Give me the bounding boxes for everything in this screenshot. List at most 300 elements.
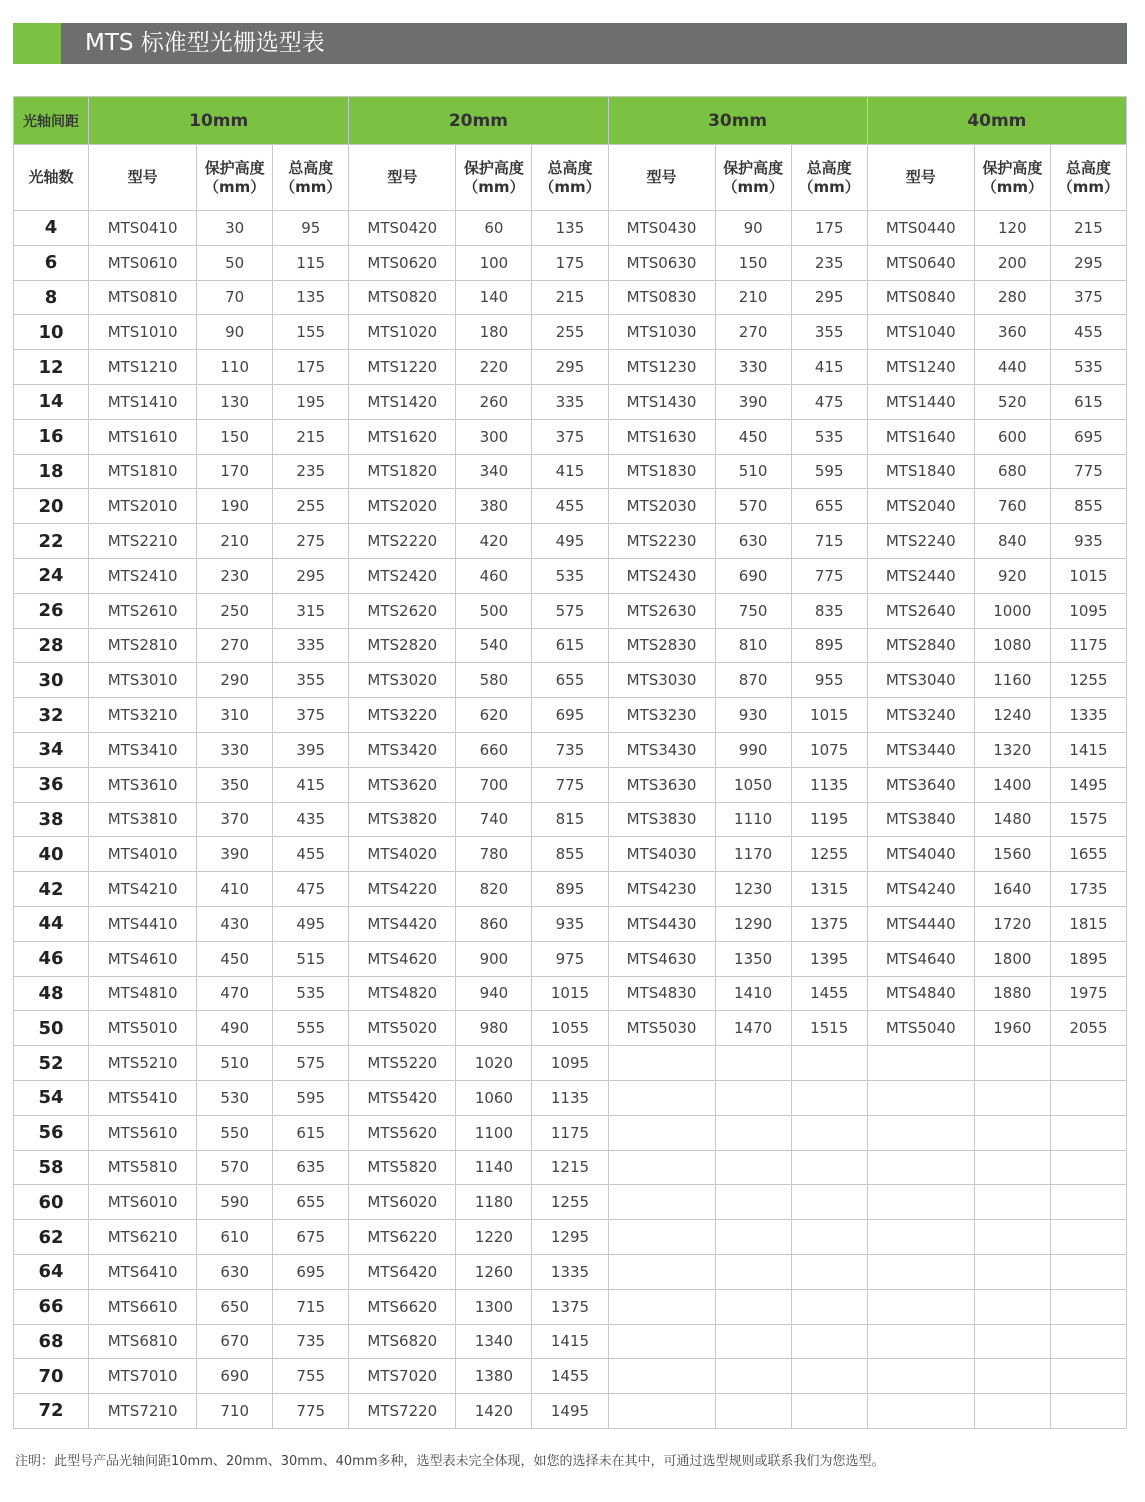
protect-height-cell: 370: [197, 802, 273, 837]
total-height-cell: 495: [532, 524, 608, 559]
protect-height-cell: 990: [715, 732, 791, 767]
total-height-cell: 595: [791, 454, 867, 489]
table-row: [14, 489, 1127, 524]
total-height-cell: 815: [532, 802, 608, 837]
axis-count-cell: 30: [14, 663, 89, 698]
model-cell: MTS4840: [867, 976, 974, 1011]
total-height-cell: 235: [273, 454, 349, 489]
model-cell: MTS3230: [608, 698, 715, 733]
table-row: [14, 663, 1127, 698]
total-height-cell: 1455: [791, 976, 867, 1011]
total-height-cell: 135: [273, 280, 349, 315]
protect-height-cell: 1640: [974, 872, 1050, 907]
axis-count-cell: 32: [14, 698, 89, 733]
total-height-header: 总高度 （mm）: [1050, 145, 1126, 211]
total-height-cell: 495: [273, 906, 349, 941]
protect-height-cell: 440: [974, 350, 1050, 385]
protect-height-cell: 1720: [974, 906, 1050, 941]
model-cell: MTS4640: [867, 941, 974, 976]
protect-height-cell: 1110: [715, 802, 791, 837]
model-cell: MTS0610: [89, 245, 197, 280]
model-cell: MTS2440: [867, 558, 974, 593]
model-cell: MTS6210: [89, 1220, 197, 1255]
total-height-cell: 1455: [532, 1359, 608, 1394]
axis-count-cell: 22: [14, 524, 89, 559]
protect-height-cell: 290: [197, 663, 273, 698]
protect-height-cell: 1020: [456, 1046, 532, 1081]
table-row: [14, 1046, 1127, 1081]
model-cell: [608, 1254, 715, 1289]
table-row: [14, 767, 1127, 802]
model-cell: MTS0430: [608, 211, 715, 246]
model-cell: MTS2240: [867, 524, 974, 559]
total-height-cell: [1050, 1359, 1126, 1394]
model-cell: MTS6820: [349, 1324, 456, 1359]
axis-count-cell: 58: [14, 1150, 89, 1185]
protect-height-cell: 520: [974, 384, 1050, 419]
model-cell: MTS4010: [89, 837, 197, 872]
table-row: [14, 524, 1127, 559]
model-cell: MTS6020: [349, 1185, 456, 1220]
protect-height-cell: 500: [456, 593, 532, 628]
model-cell: MTS1640: [867, 419, 974, 454]
model-cell: MTS3220: [349, 698, 456, 733]
axis-count-cell: 72: [14, 1394, 89, 1429]
model-cell: MTS3020: [349, 663, 456, 698]
axis-count-cell: 60: [14, 1185, 89, 1220]
total-height-cell: 655: [273, 1185, 349, 1220]
total-height-cell: 155: [273, 315, 349, 350]
model-cell: MTS1220: [349, 350, 456, 385]
table-row: [14, 1359, 1127, 1394]
table-row: [14, 1394, 1127, 1429]
total-height-cell: 1255: [1050, 663, 1126, 698]
model-cell: MTS3030: [608, 663, 715, 698]
total-height-cell: 455: [273, 837, 349, 872]
protect-height-cell: [715, 1185, 791, 1220]
model-cell: MTS2620: [349, 593, 456, 628]
protect-height-cell: 630: [197, 1254, 273, 1289]
model-cell: MTS0810: [89, 280, 197, 315]
table-row: [14, 280, 1127, 315]
total-height-cell: 295: [273, 558, 349, 593]
model-cell: MTS5820: [349, 1150, 456, 1185]
model-cell: MTS1610: [89, 419, 197, 454]
protect-height-cell: 930: [715, 698, 791, 733]
total-height-cell: 535: [532, 558, 608, 593]
total-height-header: 总高度 （mm）: [273, 145, 349, 211]
protect-height-cell: 980: [456, 1011, 532, 1046]
banner-accent: [13, 23, 61, 64]
total-height-cell: 1895: [1050, 941, 1126, 976]
total-height-cell: 775: [791, 558, 867, 593]
protect-height-cell: 1560: [974, 837, 1050, 872]
total-height-cell: 375: [1050, 280, 1126, 315]
total-height-cell: [1050, 1324, 1126, 1359]
total-height-cell: 1175: [1050, 628, 1126, 663]
model-cell: MTS2010: [89, 489, 197, 524]
protect-height-cell: 650: [197, 1289, 273, 1324]
total-height-cell: 1095: [532, 1046, 608, 1081]
protect-height-cell: [715, 1394, 791, 1429]
protect-height-cell: [974, 1080, 1050, 1115]
protect-height-cell: [974, 1394, 1050, 1429]
protect-height-cell: 30: [197, 211, 273, 246]
count-label: 光轴数: [14, 145, 89, 211]
model-cell: [608, 1185, 715, 1220]
protect-height-cell: 1160: [974, 663, 1050, 698]
axis-count-cell: 56: [14, 1115, 89, 1150]
table-row: [14, 628, 1127, 663]
protect-height-cell: 620: [456, 698, 532, 733]
model-cell: MTS1210: [89, 350, 197, 385]
model-cell: MTS2040: [867, 489, 974, 524]
table-row: [14, 1011, 1127, 1046]
total-height-cell: [1050, 1289, 1126, 1324]
total-height-cell: 215: [1050, 211, 1126, 246]
protect-height-cell: 450: [197, 941, 273, 976]
table-row: [14, 1080, 1127, 1115]
protect-height-cell: 1420: [456, 1394, 532, 1429]
model-cell: MTS0440: [867, 211, 974, 246]
model-cell: MTS0630: [608, 245, 715, 280]
protect-height-cell: 390: [715, 384, 791, 419]
total-height-cell: 935: [1050, 524, 1126, 559]
table-row: [14, 211, 1127, 246]
protect-height-cell: 250: [197, 593, 273, 628]
footnote: 注明：此型号产品光轴间距10mm、20mm、30mm、40mm多种，选型表未完全体现，如您的选择未在其中，可通过选型规则或联系我们为您选型。: [15, 1454, 885, 1469]
table-row: [14, 1220, 1127, 1255]
total-height-cell: 1375: [532, 1289, 608, 1324]
total-height-cell: 695: [1050, 419, 1126, 454]
protect-height-cell: 180: [456, 315, 532, 350]
protect-height-cell: 540: [456, 628, 532, 663]
model-cell: MTS2810: [89, 628, 197, 663]
protect-height-cell: 1380: [456, 1359, 532, 1394]
total-height-cell: 895: [532, 872, 608, 907]
protect-height-cell: 680: [974, 454, 1050, 489]
model-cell: MTS4240: [867, 872, 974, 907]
total-height-cell: 1055: [532, 1011, 608, 1046]
model-cell: MTS3810: [89, 802, 197, 837]
protect-height-cell: 760: [974, 489, 1050, 524]
total-height-cell: 1015: [1050, 558, 1126, 593]
protect-height-cell: 90: [715, 211, 791, 246]
total-height-cell: 1395: [791, 941, 867, 976]
protect-height-cell: 1880: [974, 976, 1050, 1011]
model-cell: [608, 1150, 715, 1185]
protect-height-header: 保护高度 （mm）: [974, 145, 1050, 211]
model-cell: MTS0840: [867, 280, 974, 315]
total-height-cell: 1075: [791, 732, 867, 767]
model-cell: MTS5040: [867, 1011, 974, 1046]
protect-height-cell: 630: [715, 524, 791, 559]
total-height-cell: [1050, 1080, 1126, 1115]
protect-height-cell: 330: [197, 732, 273, 767]
protect-height-cell: 1220: [456, 1220, 532, 1255]
total-height-cell: 615: [273, 1115, 349, 1150]
total-height-cell: 895: [791, 628, 867, 663]
model-cell: MTS3430: [608, 732, 715, 767]
protect-height-cell: [974, 1359, 1050, 1394]
model-cell: [867, 1115, 974, 1150]
total-height-cell: 735: [532, 732, 608, 767]
protect-height-cell: 820: [456, 872, 532, 907]
axis-count-cell: 18: [14, 454, 89, 489]
model-cell: MTS5420: [349, 1080, 456, 1115]
group-header-10mm: 10mm: [89, 97, 349, 145]
total-height-cell: 1495: [1050, 767, 1126, 802]
model-cell: MTS1630: [608, 419, 715, 454]
protect-height-cell: 140: [456, 280, 532, 315]
model-cell: MTS3840: [867, 802, 974, 837]
model-cell: [608, 1080, 715, 1115]
total-height-cell: 355: [791, 315, 867, 350]
model-cell: [867, 1394, 974, 1429]
protect-height-cell: 470: [197, 976, 273, 1011]
protect-height-cell: 220: [456, 350, 532, 385]
model-cell: MTS5030: [608, 1011, 715, 1046]
total-height-cell: 855: [1050, 489, 1126, 524]
model-cell: MTS3410: [89, 732, 197, 767]
axis-count-cell: 42: [14, 872, 89, 907]
model-cell: MTS4420: [349, 906, 456, 941]
model-cell: MTS4830: [608, 976, 715, 1011]
total-height-cell: [791, 1080, 867, 1115]
total-height-cell: 1975: [1050, 976, 1126, 1011]
protect-height-cell: 90: [197, 315, 273, 350]
model-header: 型号: [867, 145, 974, 211]
protect-height-cell: [974, 1254, 1050, 1289]
model-cell: MTS1010: [89, 315, 197, 350]
model-cell: [608, 1046, 715, 1081]
table-row: [14, 976, 1127, 1011]
total-height-cell: 1255: [532, 1185, 608, 1220]
protect-height-cell: 1470: [715, 1011, 791, 1046]
total-height-cell: [791, 1394, 867, 1429]
total-height-cell: 415: [273, 767, 349, 802]
protect-height-cell: 150: [197, 419, 273, 454]
protect-height-cell: 460: [456, 558, 532, 593]
axis-count-cell: 66: [14, 1289, 89, 1324]
total-height-cell: 835: [791, 593, 867, 628]
protect-height-cell: 150: [715, 245, 791, 280]
total-height-cell: 615: [1050, 384, 1126, 419]
total-height-cell: [1050, 1254, 1126, 1289]
axis-count-cell: 16: [14, 419, 89, 454]
axis-count-cell: 12: [14, 350, 89, 385]
total-height-cell: 1195: [791, 802, 867, 837]
protect-height-cell: 1000: [974, 593, 1050, 628]
total-height-cell: 295: [791, 280, 867, 315]
table-row: [14, 1150, 1127, 1185]
protect-height-cell: 670: [197, 1324, 273, 1359]
model-cell: MTS3240: [867, 698, 974, 733]
total-height-cell: 715: [791, 524, 867, 559]
total-height-cell: 275: [273, 524, 349, 559]
total-height-cell: 475: [791, 384, 867, 419]
model-cell: MTS4430: [608, 906, 715, 941]
table-row: [14, 1324, 1127, 1359]
model-cell: MTS1840: [867, 454, 974, 489]
protect-height-cell: [974, 1185, 1050, 1220]
protect-height-cell: 1060: [456, 1080, 532, 1115]
table-row: [14, 837, 1127, 872]
total-height-cell: 1335: [1050, 698, 1126, 733]
protect-height-cell: 70: [197, 280, 273, 315]
total-height-cell: 695: [273, 1254, 349, 1289]
total-height-cell: 135: [532, 211, 608, 246]
total-height-cell: 775: [532, 767, 608, 802]
model-cell: MTS0820: [349, 280, 456, 315]
model-cell: MTS3630: [608, 767, 715, 802]
model-cell: MTS2820: [349, 628, 456, 663]
protect-height-cell: 300: [456, 419, 532, 454]
total-height-cell: 555: [273, 1011, 349, 1046]
total-height-cell: 1215: [532, 1150, 608, 1185]
table-row: [14, 1254, 1127, 1289]
total-height-cell: [1050, 1394, 1126, 1429]
protect-height-cell: 380: [456, 489, 532, 524]
model-cell: MTS7220: [349, 1394, 456, 1429]
model-cell: MTS1020: [349, 315, 456, 350]
protect-height-cell: [715, 1289, 791, 1324]
protect-height-cell: 1410: [715, 976, 791, 1011]
model-cell: MTS4610: [89, 941, 197, 976]
total-height-cell: 775: [1050, 454, 1126, 489]
total-height-cell: 655: [791, 489, 867, 524]
model-cell: MTS6620: [349, 1289, 456, 1324]
protect-height-cell: 270: [197, 628, 273, 663]
protect-height-cell: [974, 1115, 1050, 1150]
protect-height-cell: 60: [456, 211, 532, 246]
total-height-cell: 175: [532, 245, 608, 280]
model-cell: MTS1230: [608, 350, 715, 385]
model-cell: MTS5410: [89, 1080, 197, 1115]
model-cell: MTS3640: [867, 767, 974, 802]
total-height-cell: 535: [273, 976, 349, 1011]
model-cell: MTS1440: [867, 384, 974, 419]
model-cell: [608, 1394, 715, 1429]
protect-height-cell: 1340: [456, 1324, 532, 1359]
protect-height-cell: 310: [197, 698, 273, 733]
spacing-label: 光轴间距: [14, 97, 89, 145]
total-height-cell: 1735: [1050, 872, 1126, 907]
model-cell: MTS1410: [89, 384, 197, 419]
protect-height-cell: 360: [974, 315, 1050, 350]
axis-count-cell: 40: [14, 837, 89, 872]
table-row: [14, 454, 1127, 489]
protect-height-cell: 780: [456, 837, 532, 872]
protect-height-cell: [715, 1080, 791, 1115]
table-row: [14, 245, 1127, 280]
total-height-cell: 575: [532, 593, 608, 628]
total-height-cell: [791, 1359, 867, 1394]
model-cell: MTS6420: [349, 1254, 456, 1289]
selection-table: [13, 96, 1127, 1429]
total-height-cell: 1175: [532, 1115, 608, 1150]
axis-count-cell: 20: [14, 489, 89, 524]
protect-height-cell: 610: [197, 1220, 273, 1255]
protect-height-cell: 190: [197, 489, 273, 524]
protect-height-cell: 1480: [974, 802, 1050, 837]
model-cell: MTS5620: [349, 1115, 456, 1150]
group-header-20mm: 20mm: [349, 97, 608, 145]
model-cell: MTS7210: [89, 1394, 197, 1429]
table-row: [14, 558, 1127, 593]
protect-height-cell: 940: [456, 976, 532, 1011]
model-cell: MTS1820: [349, 454, 456, 489]
model-cell: MTS6610: [89, 1289, 197, 1324]
protect-height-cell: 390: [197, 837, 273, 872]
total-height-cell: [791, 1115, 867, 1150]
total-height-cell: 1295: [532, 1220, 608, 1255]
model-cell: MTS2640: [867, 593, 974, 628]
protect-height-cell: 450: [715, 419, 791, 454]
table-row: [14, 350, 1127, 385]
total-height-cell: 935: [532, 906, 608, 941]
total-height-cell: 775: [273, 1394, 349, 1429]
protect-height-cell: [715, 1220, 791, 1255]
total-height-cell: [791, 1220, 867, 1255]
axis-count-cell: 8: [14, 280, 89, 315]
protect-height-cell: 590: [197, 1185, 273, 1220]
column-header-row: [14, 145, 1127, 211]
model-cell: MTS5010: [89, 1011, 197, 1046]
total-height-cell: 1095: [1050, 593, 1126, 628]
protect-height-cell: 1240: [974, 698, 1050, 733]
protect-height-cell: [974, 1289, 1050, 1324]
table-row: [14, 732, 1127, 767]
protect-height-cell: [715, 1359, 791, 1394]
total-height-cell: 235: [791, 245, 867, 280]
protect-height-cell: 510: [197, 1046, 273, 1081]
total-height-cell: 95: [273, 211, 349, 246]
total-height-cell: 375: [273, 698, 349, 733]
total-height-cell: 455: [532, 489, 608, 524]
model-cell: MTS2020: [349, 489, 456, 524]
total-height-cell: 215: [532, 280, 608, 315]
spacing-header-row: [14, 97, 1127, 145]
total-height-cell: [791, 1150, 867, 1185]
total-height-cell: 455: [1050, 315, 1126, 350]
protect-height-cell: [715, 1046, 791, 1081]
protect-height-cell: [715, 1324, 791, 1359]
protect-height-cell: 1100: [456, 1115, 532, 1150]
protect-height-cell: 210: [715, 280, 791, 315]
total-height-cell: 715: [273, 1289, 349, 1324]
table-row: [14, 384, 1127, 419]
protect-height-header: 保护高度 （mm）: [715, 145, 791, 211]
total-height-cell: 535: [791, 419, 867, 454]
protect-height-cell: 1320: [974, 732, 1050, 767]
protect-height-cell: 690: [197, 1359, 273, 1394]
model-cell: [867, 1046, 974, 1081]
total-height-cell: 1515: [791, 1011, 867, 1046]
table-row: [14, 941, 1127, 976]
axis-count-cell: 48: [14, 976, 89, 1011]
total-height-cell: 335: [532, 384, 608, 419]
model-cell: MTS1830: [608, 454, 715, 489]
model-header: 型号: [349, 145, 456, 211]
protect-height-cell: 1140: [456, 1150, 532, 1185]
axis-count-cell: 46: [14, 941, 89, 976]
model-cell: MTS7020: [349, 1359, 456, 1394]
total-height-cell: 1575: [1050, 802, 1126, 837]
group-header-30mm: 30mm: [608, 97, 867, 145]
protect-height-cell: 1290: [715, 906, 791, 941]
model-cell: [867, 1150, 974, 1185]
